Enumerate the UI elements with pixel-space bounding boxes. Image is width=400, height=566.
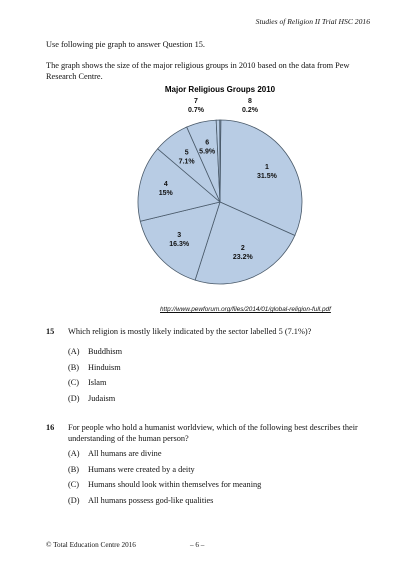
option-text: Hinduism (88, 363, 121, 372)
pie-slices (138, 120, 302, 284)
option-letter: (B) (68, 465, 80, 474)
page-number: – 6 – (190, 541, 205, 549)
graph-description: The graph shows the size of the major religious groups in 2010 based on the data from Pew Research Centre. (46, 61, 350, 81)
option-text: All humans are divine (88, 449, 162, 458)
instruction-text: Use following pie graph to answer Question 15. (46, 40, 205, 49)
slice-value-label: 16.3% (169, 240, 190, 248)
option-letter: (B) (68, 363, 80, 372)
pie-chart-svg (120, 80, 320, 300)
page-header: Studies of Religion II Trial HSC 2016 (255, 17, 370, 26)
question-text: Which religion is mostly likely indicated by the sector labelled 5 (7.1%)? (68, 327, 312, 336)
option-letter: (C) (68, 378, 80, 387)
option-text: All humans possess god-like qualities (88, 496, 214, 505)
slice-category-label: 8 (248, 98, 252, 105)
option-text: Humans should look within themselves for meaning (88, 480, 262, 489)
question-text: For people who hold a humanist worldview, which of the following best describes their understanding of the human person? (68, 423, 358, 443)
slice-value-label: 0.7% (188, 107, 204, 114)
source-link[interactable]: http://www.pewforum.org/files/2014/01/global-religion-full.pdf (160, 306, 331, 313)
option-letter: (D) (68, 394, 80, 403)
slice-category-label: 1 (264, 163, 269, 171)
chart-title: Major Religious Groups 2010 (164, 85, 276, 94)
slice-category-label: 5 (184, 149, 189, 157)
option-letter: (A) (68, 347, 80, 356)
option-text: Buddhism (88, 347, 123, 356)
option-letter: (C) (68, 480, 80, 489)
slice-value-label: 23.2% (232, 253, 253, 261)
slice-value-label: 31.5% (257, 172, 277, 180)
pie-chart (120, 80, 320, 300)
question-number: 16 (46, 423, 55, 432)
option-text: Islam (88, 378, 107, 387)
slice-category-label: 7 (194, 98, 198, 105)
option-letter: (A) (68, 449, 80, 458)
slice-value-label: 5.9% (199, 148, 216, 156)
footer-copyright: © Total Education Centre 2016 (46, 541, 136, 549)
slice-value-label: 0.2% (242, 107, 258, 114)
question-number: 15 (46, 327, 55, 336)
slice-value-label: 15% (158, 190, 173, 198)
slice-category-label: 4 (163, 181, 168, 189)
option-letter: (D) (68, 496, 80, 505)
slice-category-label: 6 (205, 139, 210, 147)
option-text: Humans were created by a deity (88, 465, 195, 474)
option-text: Judaism (88, 394, 116, 403)
slice-category-label: 2 (240, 244, 245, 252)
slice-value-label: 7.1% (178, 158, 195, 166)
slice-category-label: 3 (177, 231, 182, 239)
